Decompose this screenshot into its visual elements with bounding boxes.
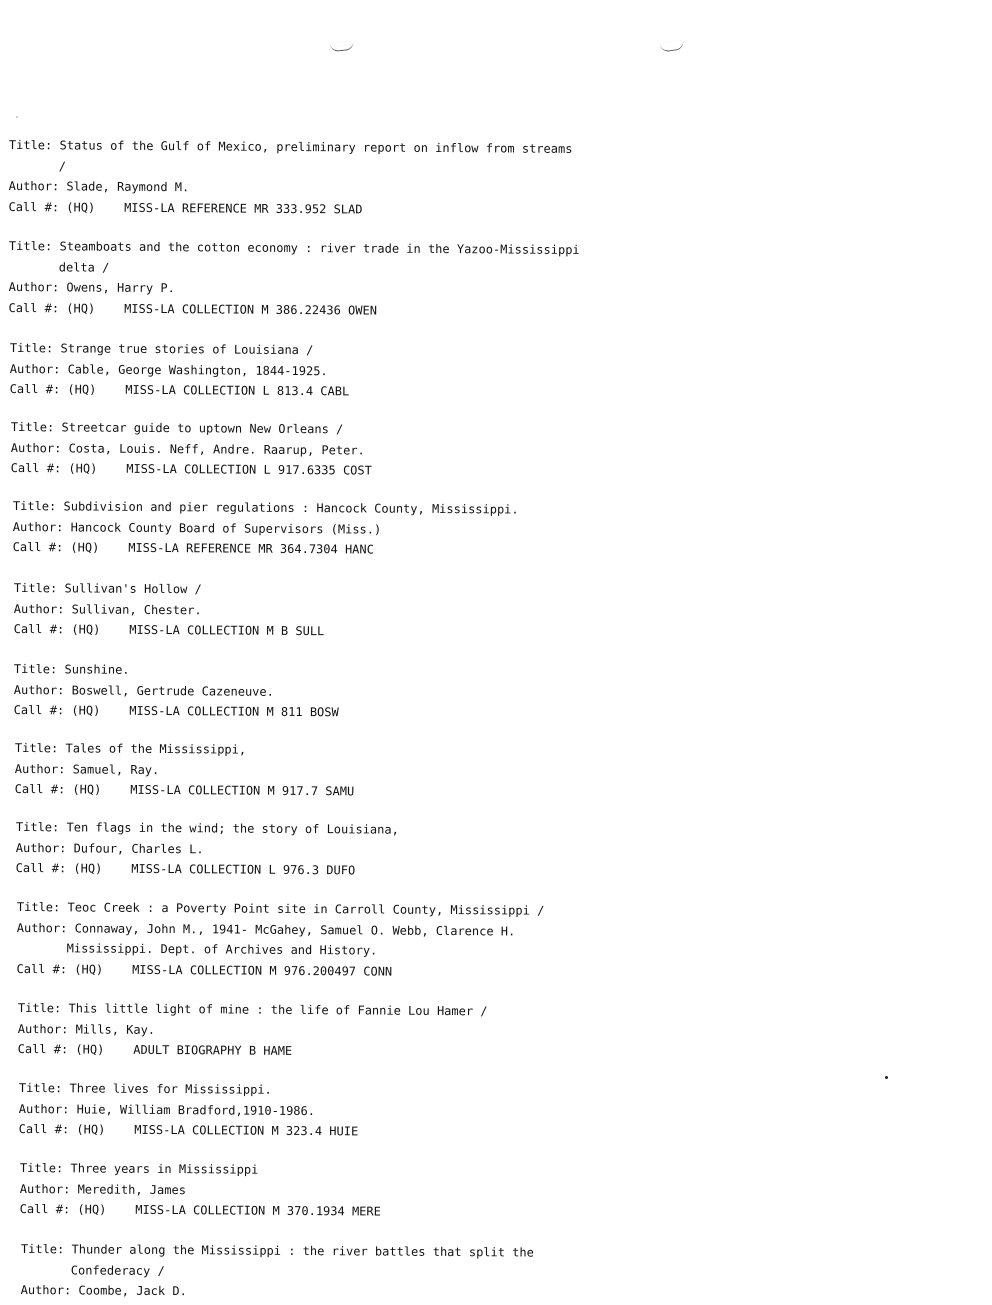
- call-number-line-value: (HQ) MISS-LA COLLECTION M 917.7 SAMU: [72, 782, 355, 799]
- call-number-line: [13, 537, 613, 562]
- catalog-entry: [11, 417, 611, 483]
- title-line-value: Ten flags in the wind; the story of Louisiana,: [66, 820, 399, 837]
- call-number-line-value: (HQ) MISS-LA COLLECTION M 386.22436 OWEN: [66, 300, 378, 318]
- title-line-label: Title:: [14, 740, 59, 756]
- title-continuation-value: delta /: [58, 259, 110, 275]
- scan-mark: [330, 41, 355, 52]
- call-number-line-label: Call #:: [8, 199, 60, 214]
- catalog-entry: [20, 1158, 620, 1224]
- author-line-label: Author:: [19, 1181, 71, 1196]
- title-line-label: Title:: [10, 419, 55, 435]
- author-line-value: Connaway, John M., 1941- McGahey, Samuel O. Webb, Clarence H.: [74, 920, 516, 938]
- title-line-value: Steamboats and the cotton economy : river trade in the Yazoo-Mississippi: [59, 239, 580, 257]
- author-line-label: Author:: [10, 440, 62, 455]
- author-line-label: Author:: [8, 178, 60, 194]
- author-line-value: Sullivan, Chester.: [71, 601, 202, 617]
- author-line-value: Hancock County Board of Supervisors (Miss.): [70, 519, 382, 537]
- title-line-value: Subdivision and pier regulations : Hancock County, Mississippi.: [63, 499, 519, 517]
- author-line-value: Coombe, Jack D.: [78, 1283, 187, 1299]
- call-number-line-value: (HQ) ADULT BIOGRAPHY B HAME: [75, 1042, 293, 1058]
- call-number-line: [14, 619, 614, 644]
- call-number-line-value: (HQ) MISS-LA COLLECTION M 370.1934 MERE: [77, 1202, 381, 1219]
- catalog-entry: [13, 496, 613, 562]
- title-line-label: Title:: [15, 819, 60, 835]
- title-line-value: Tales of the Mississippi,: [65, 741, 247, 757]
- catalog-entry: [21, 1239, 621, 1305]
- title-line-value: Streetcar guide to uptown New Orleans /: [61, 420, 344, 437]
- author-line-value: Samuel, Ray.: [72, 761, 160, 777]
- call-number-line-value: (HQ) MISS-LA COLLECTION M 323.4 HUIE: [76, 1122, 359, 1139]
- title-line-value: Thunder along the Mississippi : the river battles that split the: [71, 1242, 534, 1260]
- title-line-value: Status of the Gulf of Mexico, preliminary report on inflow from streams: [59, 138, 573, 156]
- title-continuation-value: /: [58, 158, 67, 173]
- catalog-entry: [18, 998, 618, 1064]
- author-line-value: Slade, Raymond M.: [66, 179, 190, 195]
- call-number-line-label: Call #:: [17, 1041, 69, 1057]
- scan-mark: [659, 40, 684, 52]
- author-line-label: Author:: [9, 361, 61, 376]
- title-line-label: Title:: [17, 1000, 62, 1016]
- title-line-value: Sunshine.: [64, 662, 130, 677]
- call-number-line-label: Call #:: [8, 300, 60, 315]
- author-line-label: Author:: [17, 1021, 69, 1036]
- call-number-line: [11, 458, 611, 483]
- author-line-value: Cable, George Washington, 1844-1925.: [67, 361, 328, 378]
- title-line-value: Three lives for Mississippi.: [69, 1081, 272, 1097]
- call-number-line-label: Call #:: [14, 781, 66, 797]
- title-line-value: Three years in Mississippi: [70, 1161, 259, 1177]
- author-line-value: Owens, Harry P.: [66, 280, 175, 296]
- author-line-label: Author:: [14, 761, 66, 776]
- call-number-line: [15, 779, 615, 804]
- call-number-line: [19, 1119, 619, 1144]
- call-number-line-label: Call #:: [13, 621, 65, 637]
- call-number-line: [10, 379, 610, 404]
- call-number-line-value: (HQ) MISS-LA COLLECTION M 976.200497 CONN: [74, 961, 393, 979]
- call-number-line-label: Call #:: [13, 702, 65, 718]
- call-number-line: [16, 958, 616, 983]
- title-line-label: Title:: [19, 1160, 64, 1176]
- call-number-line: [16, 858, 616, 883]
- call-number-line-label: Call #:: [10, 460, 62, 476]
- title-line-label: Title:: [12, 498, 57, 514]
- title-continuation-value: Confederacy /: [70, 1262, 165, 1278]
- author-line-label: Author:: [18, 1101, 70, 1116]
- call-number-line: [20, 1199, 620, 1224]
- title-line-label: Title:: [13, 661, 58, 677]
- title-line-value: Teoc Creek : a Poverty Point site in Carroll County, Mississippi /: [67, 900, 545, 918]
- call-number-line: [8, 196, 608, 221]
- title-line-value: Sullivan's Hollow /: [64, 581, 202, 597]
- catalog-entry: [16, 817, 616, 883]
- author-line-label: Author:: [15, 840, 67, 855]
- author-line-value: Dufour, Charles L.: [73, 840, 204, 856]
- catalog-entry: [14, 659, 614, 725]
- author-line-value: Costa, Louis. Neff, Andre. Raarup, Peter.: [68, 440, 365, 457]
- catalog-entry: [10, 338, 610, 404]
- call-number-line-value: (HQ) MISS-LA COLLECTION M 811 BOSW: [71, 703, 339, 720]
- title-line-value: Strange true stories of Louisiana /: [60, 341, 314, 358]
- catalog-entry: [15, 738, 615, 804]
- author-line-label: Author:: [20, 1282, 72, 1298]
- call-number-line-label: Call #:: [19, 1201, 71, 1217]
- title-line-value: This little light of mine : the life of Fannie Lou Hamer /: [68, 1001, 488, 1019]
- author-line-value: Huie, William Bradford,1910-1986.: [76, 1101, 316, 1118]
- title-line-label: Title:: [20, 1241, 65, 1257]
- call-number-line-label: Call #:: [9, 381, 61, 397]
- title-line-label: Title:: [9, 340, 54, 356]
- catalog-entry: [8, 135, 609, 221]
- author-line-value: Meredith, James: [77, 1181, 187, 1197]
- call-number-line-value: (HQ) MISS-LA COLLECTION L 976.3 DUFO: [73, 861, 356, 878]
- call-number-line-label: Call #:: [16, 961, 68, 976]
- call-number-line-value: (HQ) MISS-LA COLLECTION M B SULL: [71, 622, 325, 639]
- call-number-line: [8, 297, 608, 322]
- title-line-label: Title:: [8, 238, 53, 254]
- call-number-line-value: (HQ) MISS-LA COLLECTION L 917.6335 COST: [68, 461, 372, 478]
- catalog-entry: [8, 236, 609, 322]
- author-line-value: Boswell, Gertrude Cazeneuve.: [71, 682, 274, 699]
- call-number-line-label: Call #:: [18, 1121, 70, 1137]
- call-number-line-label: Call #:: [12, 539, 64, 555]
- call-number-line: [14, 700, 614, 725]
- call-number-line-label: Call #:: [15, 860, 67, 876]
- scan-speck: [16, 116, 18, 118]
- author-line-label: Author:: [8, 279, 60, 295]
- catalog-entry: [19, 1078, 619, 1144]
- call-number-line: [18, 1039, 618, 1064]
- title-line-label: Title:: [13, 580, 58, 596]
- title-line-label: Title:: [8, 137, 53, 153]
- author-line-label: Author:: [12, 519, 64, 534]
- author-continuation-value: Mississippi. Dept. of Archives and History.: [66, 941, 378, 958]
- author-line: [21, 1280, 621, 1305]
- title-line: [9, 135, 609, 160]
- call-number-line-value: (HQ) MISS-LA REFERENCE MR 333.952 SLAD: [66, 199, 363, 216]
- author-line-label: Author:: [13, 682, 65, 697]
- catalog-entry: [16, 897, 617, 983]
- title-line-label: Title:: [16, 899, 61, 915]
- title-line-label: Title:: [18, 1080, 63, 1096]
- call-number-line-value: (HQ) MISS-LA REFERENCE MR 364.7304 HANC: [70, 540, 374, 557]
- author-line-value: Mills, Kay.: [75, 1021, 156, 1037]
- scan-speck: [885, 1076, 888, 1079]
- author-line-label: Author:: [13, 601, 65, 616]
- author-line-label: Author:: [16, 920, 68, 935]
- catalog-entry: [14, 578, 614, 644]
- call-number-line-value: (HQ) MISS-LA COLLECTION L 813.4 CABL: [67, 382, 350, 399]
